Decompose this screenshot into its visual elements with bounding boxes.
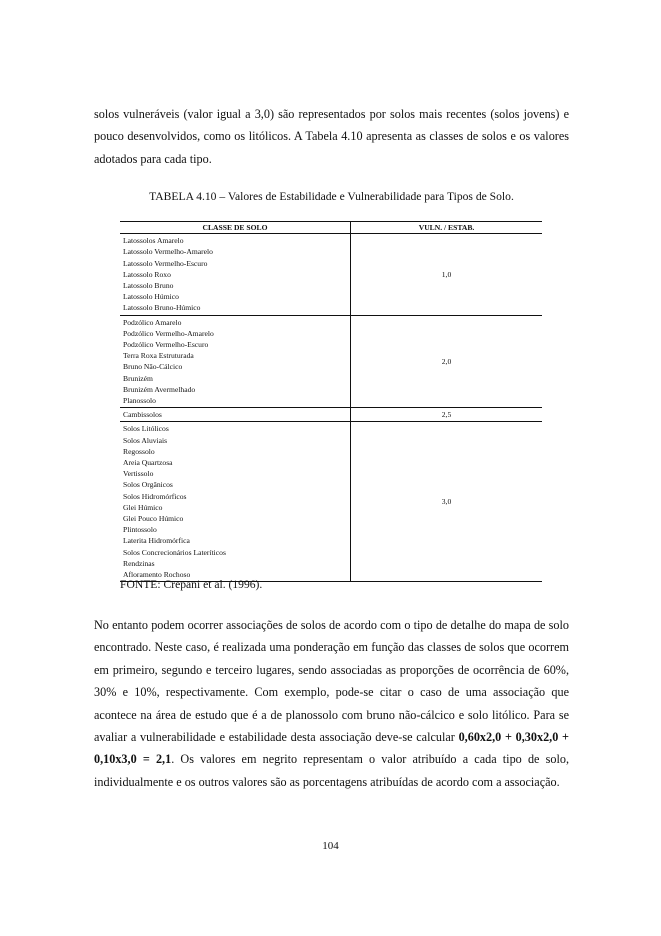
soil-class-name: Latossolo Húmico [123, 292, 179, 302]
paragraph-text-after: . Os valores em negrito representam o valor atribuído a cada tipo de solo, individualmente e os outros valores são as porcentagens atribuídas de acordo com a associação. [94, 752, 569, 789]
soil-class-cell [120, 422, 351, 582]
soil-class-cell [120, 234, 351, 315]
soil-class-name: Latossolo Vermelho-Amarelo [123, 247, 213, 257]
soil-class-name: Solos Concrecionários Lateríticos [123, 547, 226, 557]
soil-class-name: Latossolos Amarelo [123, 236, 184, 246]
soil-class-name: Terra Roxa Estruturada [123, 351, 194, 361]
soil-class-name: Latossolo Vermelho-Escuro [123, 258, 208, 268]
soil-class-name: Rendzinas [123, 558, 155, 568]
soil-class-name: Cambissolos [123, 410, 162, 420]
header-vuln-estab: VULN. / ESTAB. [351, 222, 543, 234]
vulnerability-value: 2,0 [351, 315, 543, 408]
soil-class-name: Brunizém [123, 373, 153, 383]
association-paragraph [94, 614, 569, 793]
soil-class-name: Vertissolo [123, 469, 154, 479]
table-source: FONTE: Crepani et al. (1996). [120, 578, 263, 591]
intro-paragraph: solos vulneráveis (valor igual a 3,0) são representados por solos mais recentes (solos jovens) e pouco desenvolvidos, como os litólicos. A Tabela 4.10 apresenta as classes de solos e os valores adotados para cada tipo. [94, 107, 569, 166]
soil-class-name: Latossolo Roxo [123, 269, 171, 279]
soil-table [120, 221, 542, 582]
vulnerability-value: 1,0 [351, 234, 543, 315]
soil-class-cell [120, 408, 351, 422]
soil-class-name: Glei Pouco Húmico [123, 514, 184, 524]
soil-class-name: Laterita Hidromórfica [123, 536, 190, 546]
header-soil-class: CLASSE DE SOLO [120, 222, 351, 234]
soil-group-row [120, 422, 542, 582]
table-caption: TABELA 4.10 – Valores de Estabilidade e Vulnerabilidade para Tipos de Solo. [149, 190, 514, 203]
soil-class-name: Afloramento Rochoso [123, 570, 191, 580]
soil-class-name: Bruno Não-Cálcico [123, 362, 183, 372]
soil-class-name: Solos Litólicos [123, 424, 169, 434]
soil-group-row [120, 408, 542, 422]
soil-class-name: Plintossolo [123, 525, 157, 535]
soil-class-name: Brunizém Avermelhado [123, 384, 196, 394]
soil-group-row [120, 315, 542, 408]
vulnerability-value: 2,5 [351, 408, 543, 422]
table-header-row [120, 222, 542, 234]
soil-class-name: Latossolo Bruno-Húmico [123, 303, 201, 313]
paragraph-text: No entanto podem ocorrer associações de solos de acordo com o tipo de detalhe do mapa de solo encontrado. Neste caso, é realizada uma ponderação em função das classes de solos que ocorrem em primeiro, segundo e terceiro lugares, sendo associadas as proporções de ocorrência de 60%, 30% e 10%, respectivamente. Com exemplo, pode-se citar o caso de uma associação que acontece na área de estudo que é a de planossolo com bruno não-cálcico e solo litólico. Para se avaliar a vulnerabilidade e estabilidade desta associação deve-se calcular [94, 618, 569, 745]
formula: 0,60x2,0 + 0,30x2,0 + 0,10x3,0 = 2,1 [94, 730, 569, 767]
page-number: 104 [322, 840, 339, 852]
soil-class-name: Latossolo Bruno [123, 281, 174, 291]
soil-class-name: Glei Húmico [123, 502, 163, 512]
vulnerability-value: 3,0 [351, 422, 543, 582]
soil-class-name: Podzólico Vermelho-Amarelo [123, 328, 214, 338]
soil-class-name: Solos Orgânicos [123, 480, 173, 490]
soil-class-name: Solos Aluviais [123, 435, 168, 445]
soil-class-name: Podzólico Amarelo [123, 317, 182, 327]
soil-class-name: Planossolo [123, 396, 156, 406]
soil-class-name: Solos Hidromórficos [123, 491, 187, 501]
soil-class-name: Regossolo [123, 446, 155, 456]
soil-class-name: Podzólico Vermelho-Escuro [123, 340, 209, 350]
soil-class-name: Areia Quartzosa [123, 458, 173, 468]
soil-class-cell [120, 315, 351, 408]
soil-group-row [120, 234, 542, 315]
